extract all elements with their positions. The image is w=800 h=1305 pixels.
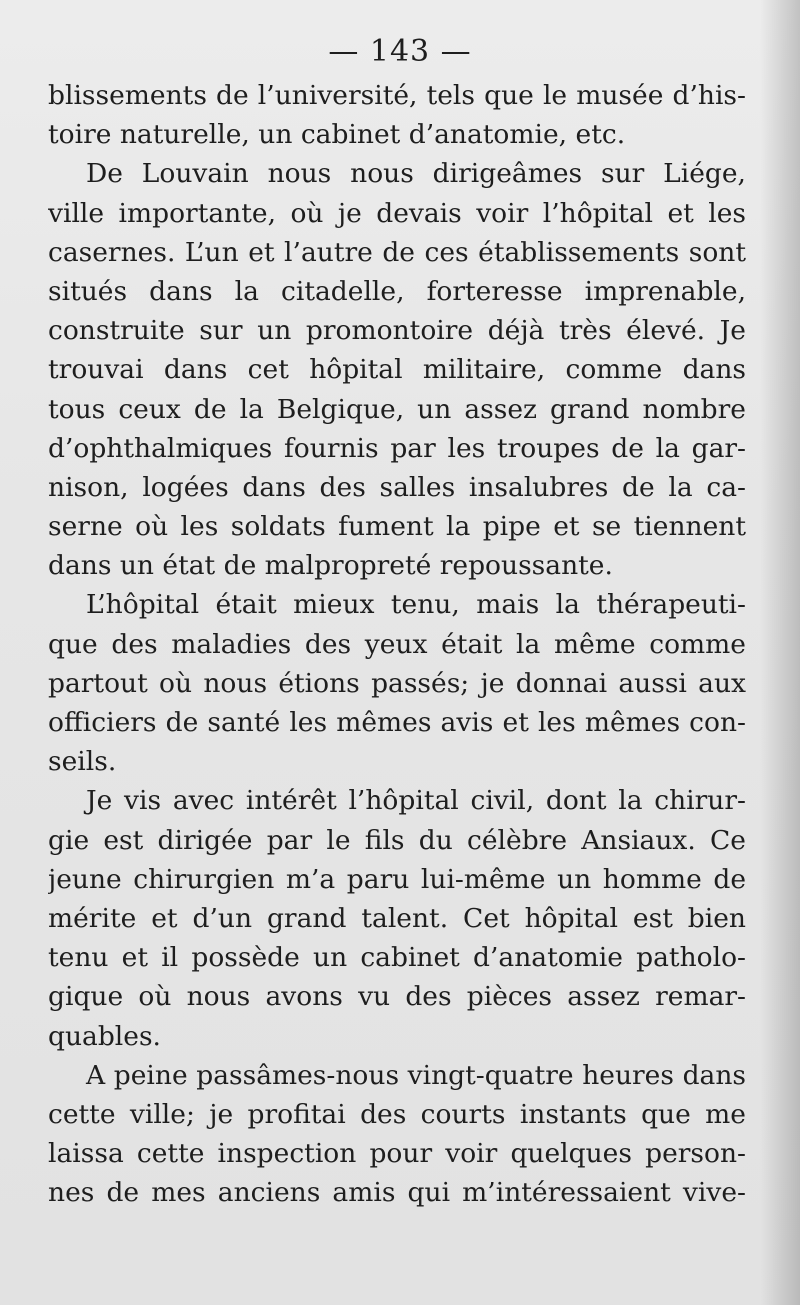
text-line: laissa cette inspection pour voir quelques person- <box>48 1138 746 1170</box>
text-line: jeune chirurgien m’a paru lui-même un homme de <box>48 863 746 895</box>
paragraph <box>48 154 746 585</box>
paragraph <box>48 1056 746 1213</box>
text-line: partout où nous étions passés; je donnai aussi aux <box>48 667 746 699</box>
text-line: toire naturelle, un cabinet d’anatomie, etc. <box>48 119 626 151</box>
text-line: Je vis avec intérêt l’hôpital civil, dont la chirur- <box>86 785 746 817</box>
text-line: tenu et il possède un cabinet d’anatomie patholo- <box>48 942 746 974</box>
text-line: quables. <box>48 1020 161 1052</box>
text-line: situés dans la citadelle, forteresse imprenable, <box>48 275 746 307</box>
text-line: cette ville; je profitai des courts instants que me <box>48 1098 746 1130</box>
text-line: serne où les soldats fument la pipe et se tiennent <box>48 511 746 543</box>
text-line: mérite et d’un grand talent. Cet hôpital est bien <box>48 902 746 934</box>
text-line: seils. <box>48 746 117 778</box>
text-line: blissements de l’université, tels que le musée d’his- <box>48 80 746 111</box>
text-line: nison, logées dans des salles insalubres de la ca- <box>48 471 746 503</box>
text-line: De Louvain nous nous dirigeâmes sur Liége, <box>86 158 746 190</box>
body-text <box>48 76 746 1212</box>
page-number: — 143 — <box>328 34 472 69</box>
text-line: officiers de santé les mêmes avis et les mêmes con- <box>48 707 746 738</box>
page-edge-shadow <box>760 0 800 1305</box>
paragraph <box>48 781 746 1055</box>
paragraph <box>48 585 746 781</box>
text-line: que des maladies des yeux était la même comme <box>48 628 746 660</box>
text-line: nes de mes anciens amis qui m’intéressaient vive- <box>48 1177 746 1209</box>
text-line: dans un état de malpropreté repoussante. <box>48 550 613 582</box>
text-line: gique où nous avons vu des pièces assez remar- <box>48 981 746 1013</box>
text-line: construite sur un promontoire déjà très élevé. Je <box>48 315 746 347</box>
text-line: ville importante, où je devais voir l’hôpital et les <box>48 197 746 229</box>
text-line: A peine passâmes-nous vingt-quatre heures dans <box>86 1059 746 1091</box>
paragraph <box>48 76 746 154</box>
text-line: L’hôpital était mieux tenu, mais la thérapeuti- <box>86 589 746 621</box>
text-line: casernes. L’un et l’autre de ces établissements sont <box>48 236 746 268</box>
text-line: tous ceux de la Belgique, un assez grand nombre <box>48 393 746 425</box>
text-line: gie est dirigée par le fils du célèbre Ansiaux. Ce <box>48 824 746 856</box>
text-line: d’ophthalmiques fournis par les troupes de la gar- <box>48 432 746 464</box>
text-line: trouvai dans cet hôpital militaire, comme dans <box>48 354 746 386</box>
